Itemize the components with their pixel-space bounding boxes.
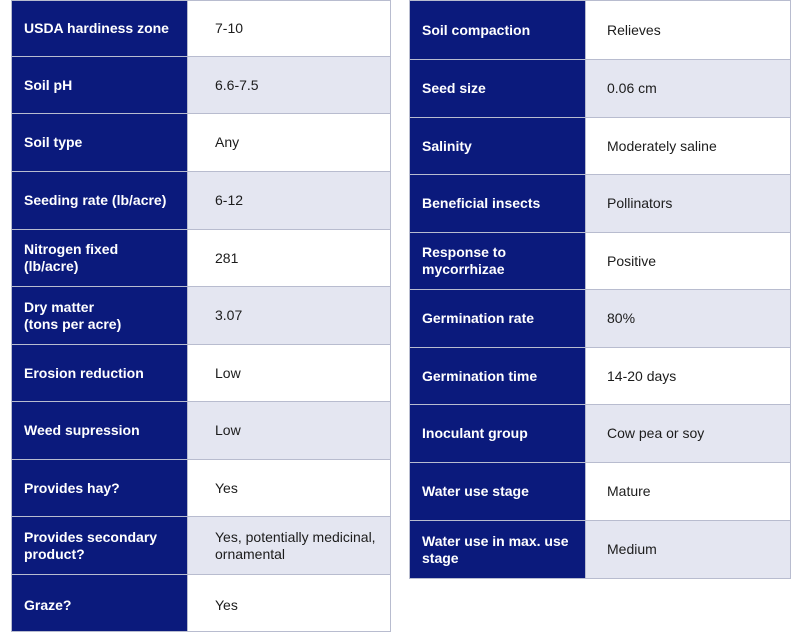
table-row [12,517,391,575]
table-row [410,521,791,579]
property-value: 6-12 [188,172,391,230]
table-row [12,57,391,114]
right-properties-table [409,0,791,579]
table-row [410,290,791,348]
table-row [12,1,391,57]
table-row [410,233,791,290]
property-label: Soil compaction [410,1,586,60]
property-value: 0.06 cm [586,60,791,118]
property-value: Relieves [586,1,791,60]
table-row [12,575,391,632]
table-row [410,118,791,175]
table-row [410,405,791,463]
table-row [410,60,791,118]
property-value: Any [188,114,391,172]
property-label: Graze? [12,575,188,632]
table-row [12,230,391,287]
property-label: Germination time [410,348,586,405]
property-label: Beneficial insects [410,175,586,233]
property-label: Dry matter (tons per acre) [12,287,188,345]
property-label: Seed size [410,60,586,118]
property-label: Provides secondary product? [12,517,188,575]
property-value: 281 [188,230,391,287]
property-label: Nitrogen fixed (lb/acre) [12,230,188,287]
property-label: Weed supression [12,402,188,460]
table-row [410,463,791,521]
property-label: Inoculant group [410,405,586,463]
property-value: 6.6-7.5 [188,57,391,114]
property-label: Provides hay? [12,460,188,517]
property-value: 3.07 [188,287,391,345]
property-value: 7-10 [188,1,391,57]
property-label: Erosion reduction [12,345,188,402]
property-label: Water use in max. use stage [410,521,586,579]
table-row [12,345,391,402]
property-value: Low [188,345,391,402]
table-row [12,114,391,172]
table-row [410,1,791,60]
property-value: Yes [188,575,391,632]
property-label: Soil pH [12,57,188,114]
property-value: Moderately saline [586,118,791,175]
property-value: Medium [586,521,791,579]
property-value: Pollinators [586,175,791,233]
table-row [410,175,791,233]
table-row [12,460,391,517]
property-label: Water use stage [410,463,586,521]
property-value: Yes, potentially medicinal, ornamental [188,517,391,575]
property-label: Response to mycorrhizae [410,233,586,290]
table-row [12,172,391,230]
property-value: Low [188,402,391,460]
property-label: Soil type [12,114,188,172]
property-label: Salinity [410,118,586,175]
property-value: Cow pea or soy [586,405,791,463]
property-value: Positive [586,233,791,290]
property-label: USDA hardiness zone [12,1,188,57]
left-properties-table [11,0,391,632]
property-value: Yes [188,460,391,517]
property-value: 14-20 days [586,348,791,405]
property-value: Mature [586,463,791,521]
table-row [12,287,391,345]
property-label: Germination rate [410,290,586,348]
property-label: Seeding rate (lb/acre) [12,172,188,230]
table-row [12,402,391,460]
property-value: 80% [586,290,791,348]
table-row [410,348,791,405]
